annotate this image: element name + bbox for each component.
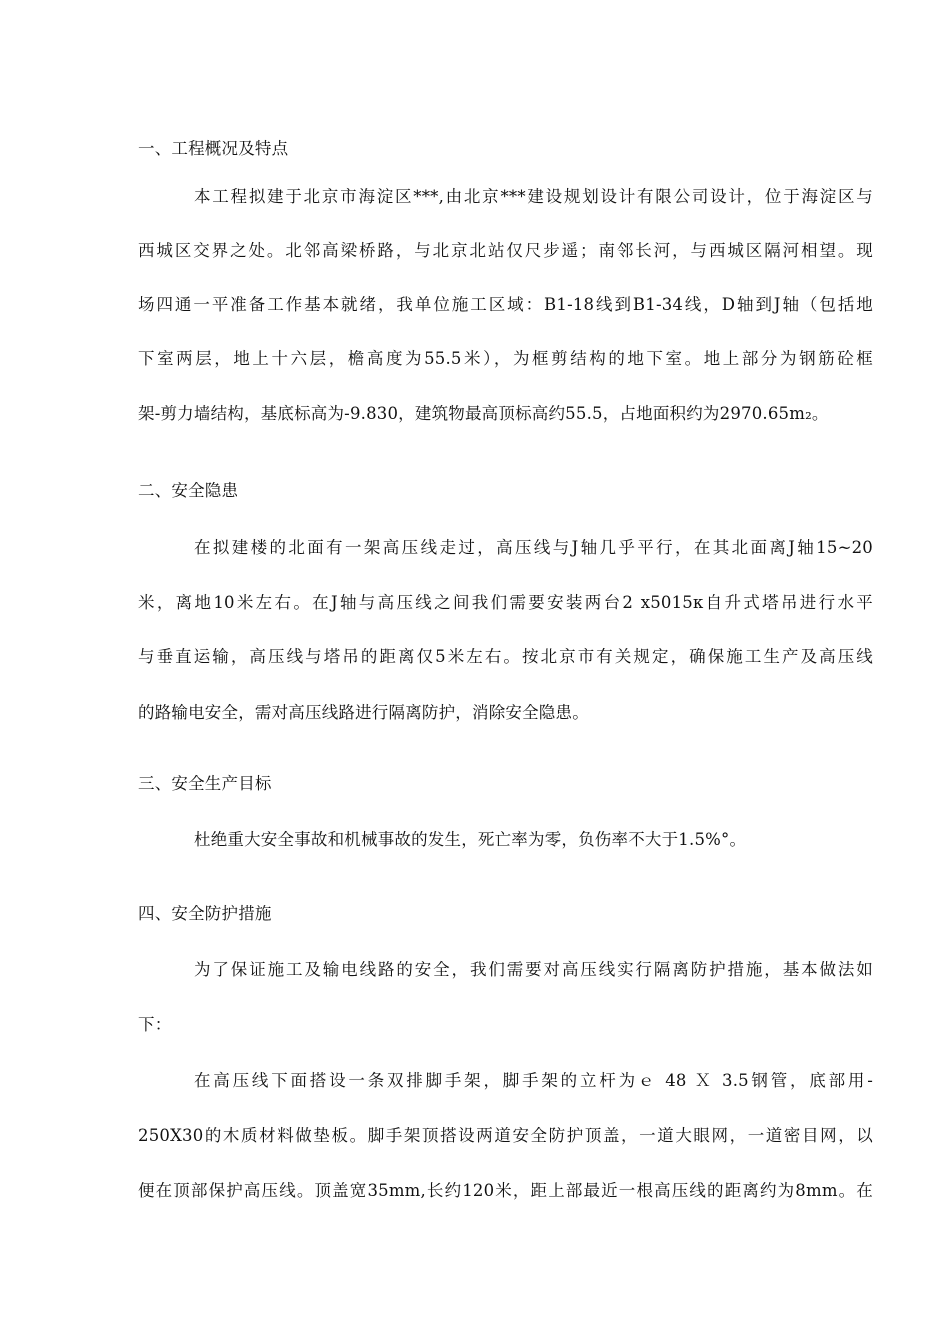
paragraph-line: 250X30的木质材料做垫板。脚手架顶搭设两道安全防护顶盖，一道大眼网，一道密目网，以 — [138, 1126, 873, 1145]
paragraph-line: 本工程拟建于北京市海淀区***,由北京***建设规划设计有限公司设计，位于海淀区与 — [194, 187, 873, 206]
paragraph-line: 下： — [138, 1015, 172, 1034]
section-heading-3: 三、安全生产目标 — [138, 774, 272, 793]
paragraph-line: 架-剪力墙结构，基底标高为-9.830，建筑物最高顶标高约55.5，占地面积约为2970.65m₂。 — [138, 404, 829, 423]
paragraph-line: 西城区交界之处。北邻高梁桥路，与北京北站仅尺步遥；南邻长河，与西城区隔河相望。现 — [138, 241, 873, 260]
paragraph-line: 下室两层，地上十六层，檐高度为55.5米），为框剪结构的地下室。地上部分为钢筋砼框 — [138, 349, 873, 368]
paragraph-line: 的路输电安全，需对高压线路进行隔离防护，消除安全隐患。 — [138, 703, 589, 722]
paragraph-line: 为了保证施工及输电线路的安全，我们需要对高压线实行隔离防护措施，基本做法如 — [194, 960, 873, 979]
paragraph-line: 杜绝重大安全事故和机械事故的发生，死亡率为零，负伤率不大于1.5%°。 — [194, 830, 747, 849]
paragraph-line: 在高压线下面搭设一条双排脚手架，脚手架的立杆为ｅ 48 Ｘ 3.5钢管，底部用- — [194, 1071, 873, 1090]
section-heading-2: 二、安全隐患 — [138, 481, 239, 500]
section-heading-4: 四、安全防护措施 — [138, 904, 272, 923]
paragraph-line: 在拟建楼的北面有一架高压线走过，高压线与J轴几乎平行，在其北面离J轴15~20 — [194, 538, 873, 557]
paragraph-line: 米，离地10米左右。在J轴与高压线之间我们需要安装两台2 x5015κ自升式塔吊进行水平 — [138, 593, 873, 612]
section-heading-1: 一、工程概况及特点 — [138, 139, 289, 158]
paragraph-line: 与垂直运输，高压线与塔吊的距离仅5米左右。按北京市有关规定，确保施工生产及高压线 — [138, 647, 873, 666]
paragraph-line: 便在顶部保护高压线。顶盖宽35mm,长约120米，距上部最近一根高压线的距离约为8mm。在 — [138, 1181, 873, 1200]
paragraph-line: 场四通一平准备工作基本就绪，我单位施工区域：B1-18线到B1-34线，D轴到J轴（包括地 — [138, 295, 873, 314]
